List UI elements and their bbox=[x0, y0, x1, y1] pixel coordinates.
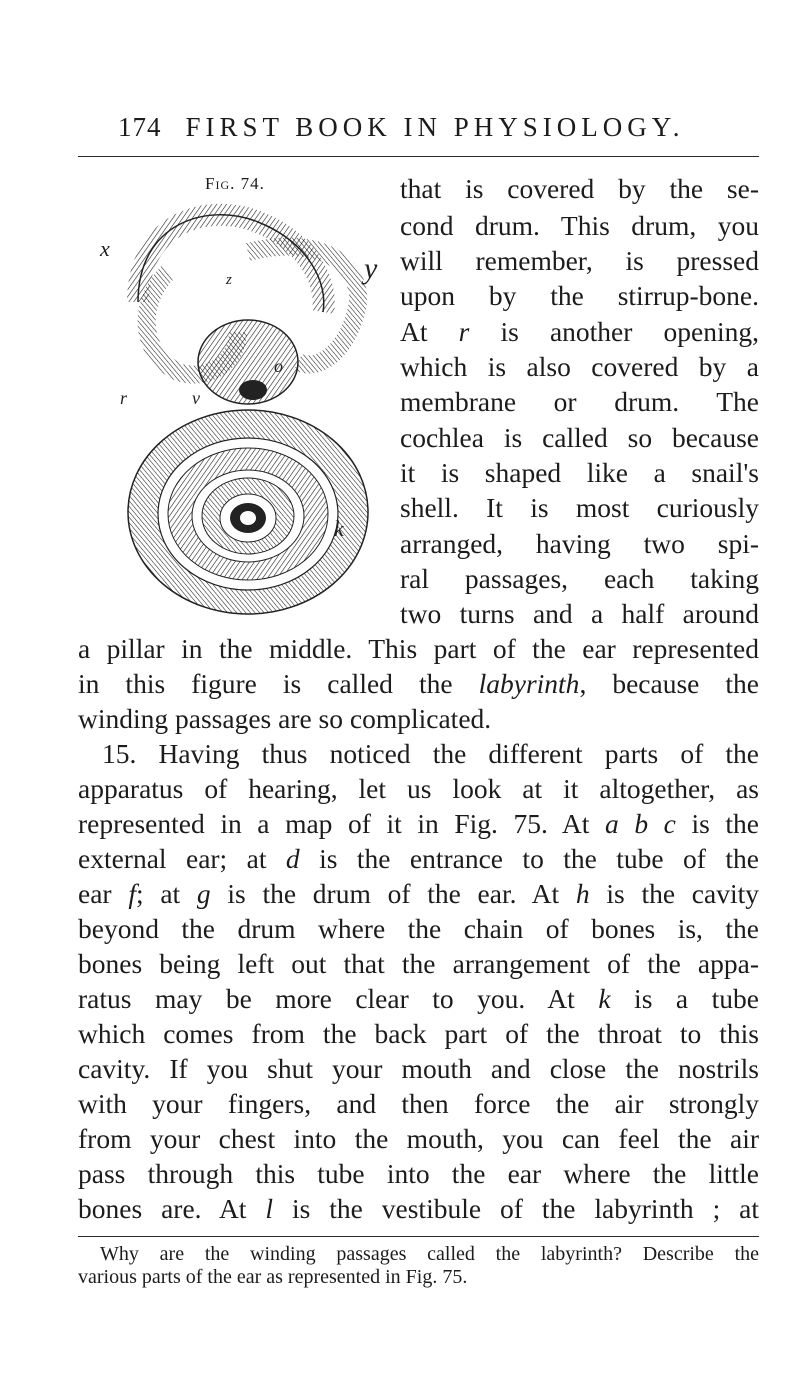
letter-v: v bbox=[192, 388, 200, 408]
cochlea bbox=[128, 410, 368, 614]
text-line: At r is another opening, bbox=[400, 316, 760, 347]
text-line: with your fingers, and then force the air strongly bbox=[78, 1088, 759, 1119]
text-line: winding passages are so complicated. bbox=[78, 703, 492, 734]
labyrinth-figure bbox=[98, 192, 380, 632]
canal-upper bbox=[138, 215, 324, 312]
text-line: apparatus of hearing, let us look at it altogether, as bbox=[78, 773, 759, 804]
letter-k: k bbox=[334, 516, 344, 541]
text-line: which comes from the back part of the throat to this bbox=[78, 1018, 759, 1049]
text-line: ratus may be more clear to you. At k is a tube bbox=[78, 983, 759, 1014]
letter-y: y bbox=[364, 252, 378, 285]
header-rule bbox=[78, 156, 759, 157]
text-line: will remember, is pressed bbox=[400, 245, 759, 276]
text-line: membrane or drum. The bbox=[400, 386, 759, 417]
text-line: external ear; at d is the entrance to the tube of the bbox=[78, 843, 759, 874]
text-line: it is shaped like a snail's bbox=[400, 457, 759, 488]
text-line: a pillar in the middle. This part of the ear represented bbox=[78, 633, 759, 664]
text-line: cavity. If you shut your mouth and close the nostrils bbox=[78, 1053, 759, 1084]
running-header bbox=[118, 112, 760, 143]
text-line: shell. It is most curiously bbox=[400, 492, 759, 523]
letter-z: z bbox=[226, 272, 232, 288]
text-line: beyond the drum where the chain of bones is, the bbox=[78, 913, 759, 944]
text-line: upon by the stirrup-bone. bbox=[400, 280, 759, 311]
review-question-line: various parts of the ear as represented in Fig. 75. bbox=[78, 1266, 468, 1288]
page-title: FIRST BOOK IN PHYSIOLOGY. bbox=[185, 112, 685, 142]
footnote-rule bbox=[78, 1236, 759, 1237]
letter-r: r bbox=[120, 388, 128, 408]
text-line: in this figure is called the labyrinth, because the bbox=[78, 668, 760, 699]
text-line: bones are. At l is the vestibule of the labyrinth ; at bbox=[78, 1193, 759, 1224]
page-number: 174 bbox=[118, 112, 162, 142]
text-line: two turns and a half around bbox=[400, 598, 759, 629]
oval-window bbox=[239, 380, 267, 400]
text-line: pass through this tube into the ear where the little bbox=[78, 1158, 759, 1189]
text-line: which is also covered by a bbox=[400, 351, 759, 382]
figure-caption: Fig. 74. bbox=[205, 174, 265, 193]
letter-o: o bbox=[274, 356, 283, 376]
text-line: that is covered by the se- bbox=[400, 173, 759, 204]
paragraph-start: 15. Having thus noticed the different parts of the bbox=[102, 738, 759, 769]
text-line: ral passages, each taking bbox=[400, 563, 759, 594]
text-line: arranged, having two spi- bbox=[400, 528, 759, 559]
review-question-line: Why are the winding passages called the labyrinth? Describe the bbox=[100, 1243, 759, 1265]
text-line: represented in a map of it in Fig. 75. At a b c is the bbox=[78, 808, 759, 839]
letter-x: x bbox=[100, 236, 110, 261]
text-line: from your chest into the mouth, you can feel the air bbox=[78, 1123, 759, 1154]
text-line: ear f; at g is the drum of the ear. At h is the cavity bbox=[78, 878, 759, 909]
text-line: cond drum. This drum, you bbox=[400, 210, 759, 241]
text-line: bones being left out that the arrangement of the appa- bbox=[78, 948, 759, 979]
text-line: cochlea is called so because bbox=[400, 422, 759, 453]
